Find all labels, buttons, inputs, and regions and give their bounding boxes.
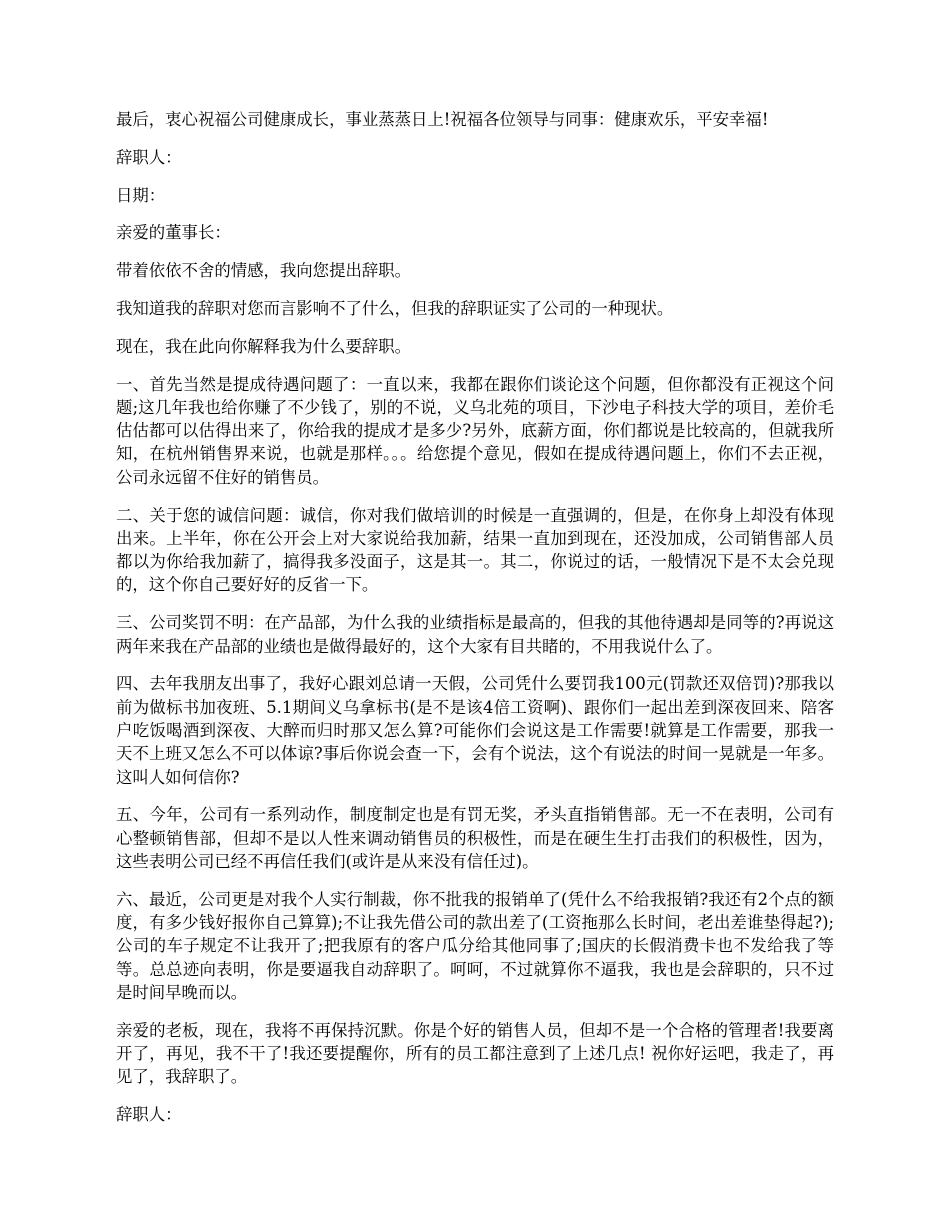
resigner-label: 辞职人： (116, 147, 182, 167)
final-paragraph: 亲爱的老板，现在，我将不再保持沉默。你是个好的销售人员，但却不是一个合格的管理者!我要离开了，再见，我不干了!我还要提醒你，所有的员工都注意到了上述几点! 祝你好运吧，我走了，再见了，我辞职了。 (116, 1020, 834, 1087)
reason-three-paragraph: 三、公司奖罚不明：在产品部，为什么我的业绩指标是最高的，但我的其他待遇却是同等的?再说这两年来我在产品部的业绩也是做得最好的，这个大家有目共睹的，不用我说什么了。 (116, 613, 834, 656)
date-label: 日期： (116, 185, 166, 205)
reason-one-paragraph: 一、首先当然是提成待遇问题了：一直以来，我都在跟你们谈论这个问题，但你都没有正视这个问题;这几年我也给你赚了不少钱了，别的不说，义乌北苑的项目，下沙电子科技大学的项目，差价毛估估都可以估得出来了，你给我的提成才是多少?另外，底薪方面，你们都说是比较高的，但就我所知，在杭州销售界来说，也就是那样。。。给您提个意见，假如在提成待遇问题上，你们不去正视，公司永远留不住好的销售员。 (116, 374, 834, 487)
reason-six-paragraph: 六、最近，公司更是对我个人实行制裁，你不批我的报销单了(凭什么不给我报销?我还有2个点的额度，有多少钱好报你自己算算);不让我先借公司的款出差了(工资拖那么长时间，老出差谁垫得起?);公司的车子规定不让我开了;把我原有的客户瓜分给其他同事了;国庆的长假消费卡也不发给我了等等。总总迹向表明，你是要逼我自动辞职了。呵呵，不过就算你不逼我，我也是会辞职的，只不过是时间早晚而以。 (116, 889, 834, 1002)
reason-four-paragraph: 四、去年我朋友出事了，我好心跟刘总请一天假，公司凭什么要罚我100元(罚款还双倍罚)?那我以前为做标书加夜班、5.1期间义乌拿标书(是不是该4倍工资啊)、跟你们一起出差到深夜回来、陪客户吃饭喝酒到深夜、大醉而归时那又怎么算?可能你们会说这是工作需要!就算是工作需要，那我一天不上班又怎么不可以体谅?事后你说会查一下，会有个说法，这个有说法的时间一晃就是一年多。这叫人如何信你? (116, 674, 834, 787)
explanation-intro-paragraph: 现在，我在此向你解释我为什么要辞职。 (116, 336, 412, 356)
context-paragraph: 我知道我的辞职对您而言影响不了什么，但我的辞职证实了公司的一种现状。 (116, 298, 674, 318)
reason-two-paragraph: 二、关于您的诚信问题：诚信，你对我们做培训的时候是一直强调的，但是，在你身上却没有体现出来。上半年，你在公开会上对大家说给我加薪，结果一直加到现在，还没加成，公司销售部人员都以为你给我加薪了，搞得我多没面子，这是其一。其二，你说过的话，一般情况下是不太会兑现的，这个你自己要好好的反省一下。 (116, 505, 834, 595)
intro-paragraph: 带着依依不舍的情感，我向您提出辞职。 (116, 261, 412, 281)
salutation: 亲爱的董事长： (116, 223, 231, 243)
resigner-label-bottom: 辞职人： (116, 1105, 182, 1125)
closing-wishes-paragraph: 最后，衷心祝福公司健康成长，事业蒸蒸日上!祝福各位领导与同事：健康欢乐，平安幸福! (116, 110, 769, 129)
reason-five-paragraph: 五、今年，公司有一系列动作，制度制定也是有罚无奖，矛头直指销售部。无一不在表明，公司有心整顿销售部，但却不是以人性来调动销售员的积极性，而是在硬生生打击我们的积极性，因为，这些表明公司已经不再信任我们(或许是从来没有信任过)。 (116, 805, 834, 871)
